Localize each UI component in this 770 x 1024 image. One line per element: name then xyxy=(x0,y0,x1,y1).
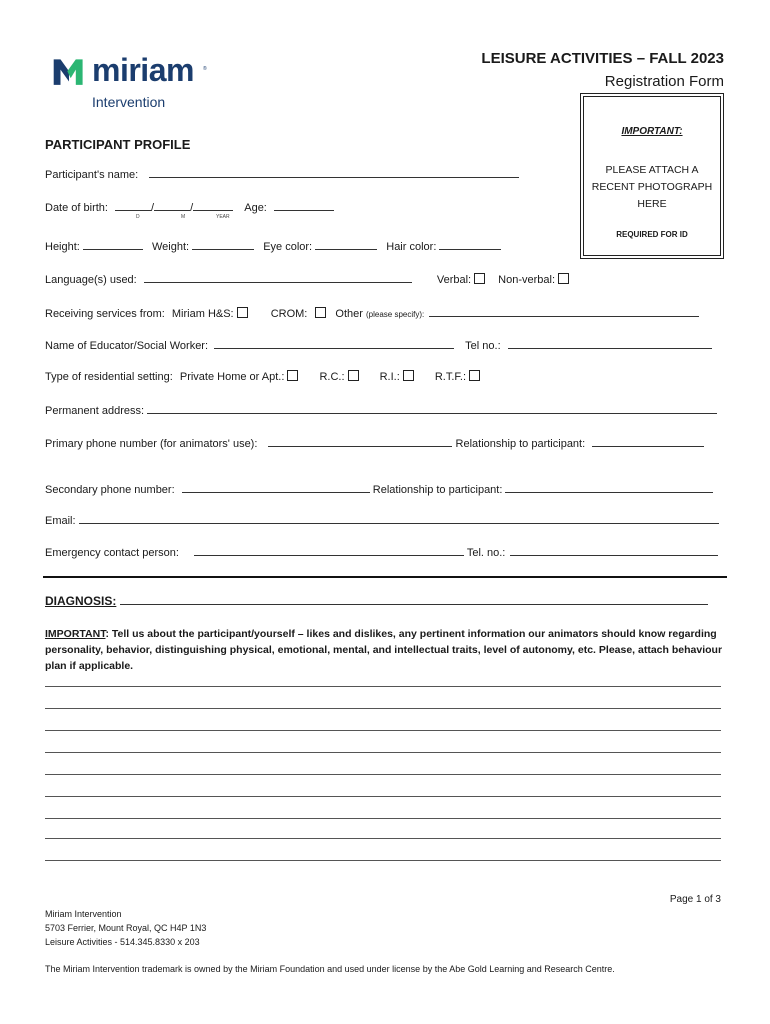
response-line[interactable] xyxy=(45,838,721,839)
residential-row: Type of residential setting: Private Home or Apt.: R.C.: R.I.: R.T.F.: xyxy=(45,370,480,383)
primary-phone-row: Primary phone number (for animators' use): Relationship to participant: xyxy=(45,436,704,450)
response-line[interactable] xyxy=(45,796,721,797)
logo-wordmark: miriam xyxy=(92,52,194,88)
services-row: Receiving services from: Miriam H&S: CROM: Other (please specify): xyxy=(45,306,699,320)
dob-day-field[interactable] xyxy=(115,200,151,211)
hair-color-field[interactable] xyxy=(439,239,501,250)
important-instructions: IMPORTANT: Tell us about the participant/yourself – likes and dislikes, any pertinent information our animators should know regarding personality, behavior, distinguishing physical, emotional, mental, and intellectual traits, level of autonomy, etc. Please, attach behaviour plan if applicable. xyxy=(45,628,723,672)
primary-phone-field[interactable] xyxy=(268,436,452,447)
dob-day-hint: D xyxy=(136,214,140,220)
dob-row: Date of birth: / / Age: xyxy=(45,200,334,214)
dob-year-hint: YEAR xyxy=(216,214,230,220)
email-row: Email: xyxy=(45,513,719,527)
secondary-relationship-field[interactable] xyxy=(505,482,713,493)
weight-field[interactable] xyxy=(192,239,254,250)
footer-address: Miriam Intervention 5703 Ferrier, Mount Royal, QC H4P 1N3 Leisure Activities - 514.345.8330 x 203 xyxy=(45,909,207,947)
participant-name-field[interactable] xyxy=(149,167,519,178)
address-row: Permanent address: xyxy=(45,403,717,417)
educator-tel-field[interactable] xyxy=(508,338,712,349)
nonverbal-checkbox[interactable] xyxy=(558,273,569,284)
diagnosis-field[interactable] xyxy=(120,594,708,605)
res-rc-checkbox[interactable] xyxy=(348,370,359,381)
logo-trademark: ® xyxy=(203,66,207,72)
dob-month-field[interactable] xyxy=(154,200,190,211)
photo-instructions: PLEASE ATTACH A RECENT PHOTOGRAPH HERE xyxy=(591,164,713,210)
response-line[interactable] xyxy=(45,860,721,861)
secondary-phone-row: Secondary phone number: Relationship to participant: xyxy=(45,482,713,496)
educator-row: Name of Educator/Social Worker: Tel no.: xyxy=(45,338,712,352)
verbal-checkbox[interactable] xyxy=(474,273,485,284)
section-heading-profile: PARTICIPANT PROFILE xyxy=(45,137,191,152)
footer-trademark: The Miriam Intervention trademark is owned by the Miriam Foundation and used under license by the Abe Gold Learning and Research Centre. xyxy=(45,964,615,974)
language-row: Language(s) used: Verbal: Non-verbal: xyxy=(45,272,569,286)
email-field[interactable] xyxy=(79,513,719,524)
res-private-checkbox[interactable] xyxy=(287,370,298,381)
page-number: Page 1 of 3 xyxy=(669,894,721,905)
response-line[interactable] xyxy=(45,818,721,819)
response-line[interactable] xyxy=(45,774,721,775)
height-field[interactable] xyxy=(83,239,143,250)
res-rtf-checkbox[interactable] xyxy=(469,370,480,381)
age-field[interactable] xyxy=(274,200,334,211)
dob-year-field[interactable] xyxy=(193,200,233,211)
res-ri-checkbox[interactable] xyxy=(403,370,414,381)
emergency-row: Emergency contact person: Tel. no.: xyxy=(45,545,718,559)
emergency-tel-field[interactable] xyxy=(510,545,718,556)
language-field[interactable] xyxy=(144,272,412,283)
participant-name-row: Participant's name: xyxy=(45,167,519,181)
response-line[interactable] xyxy=(45,752,721,753)
form-subtitle: Registration Form xyxy=(604,73,724,90)
form-title: LEISURE ACTIVITIES – FALL 2023 xyxy=(481,50,724,67)
eye-color-field[interactable] xyxy=(315,239,377,250)
response-line[interactable] xyxy=(45,730,721,731)
services-miriam-checkbox[interactable] xyxy=(237,307,248,318)
emergency-contact-field[interactable] xyxy=(194,545,464,556)
diagnosis-row: DIAGNOSIS: xyxy=(45,594,708,608)
miriam-logo-icon xyxy=(52,56,86,90)
address-field[interactable] xyxy=(147,403,717,414)
dob-month-hint: M xyxy=(181,214,186,220)
secondary-phone-field[interactable] xyxy=(182,482,370,493)
photo-required-label: REQUIRED FOR ID xyxy=(616,230,688,239)
response-line[interactable] xyxy=(45,708,721,709)
response-line[interactable] xyxy=(45,686,721,687)
physical-row: Height: Weight: Eye color: Hair color: xyxy=(45,239,501,253)
photo-important-label: IMPORTANT: xyxy=(621,126,683,137)
services-other-field[interactable] xyxy=(429,306,699,317)
services-crom-checkbox[interactable] xyxy=(315,307,326,318)
primary-relationship-field[interactable] xyxy=(592,436,704,447)
educator-name-field[interactable] xyxy=(214,338,454,349)
section-divider xyxy=(43,576,727,578)
logo-subtitle: Intervention xyxy=(92,94,166,110)
